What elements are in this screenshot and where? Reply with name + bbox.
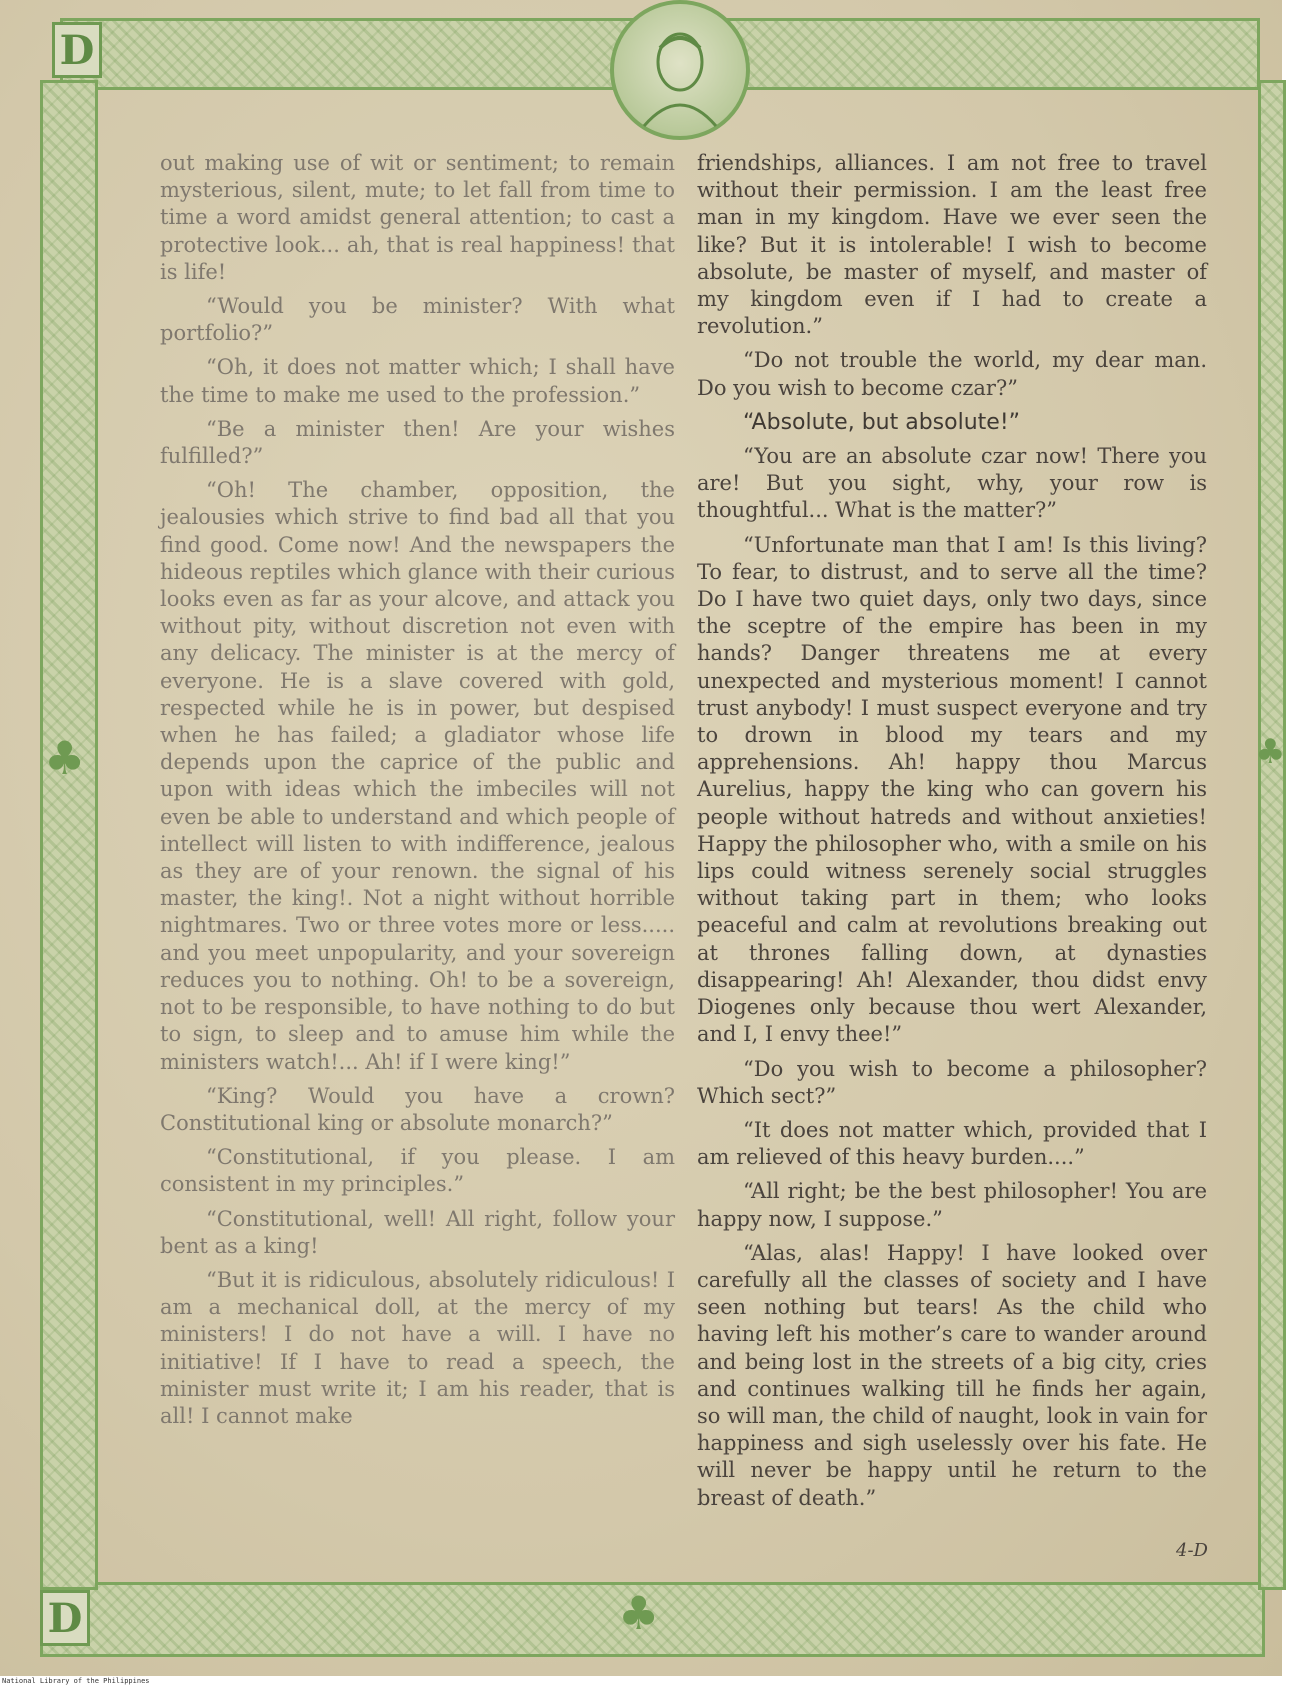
monogram-bottom: D bbox=[40, 1590, 90, 1646]
paragraph: “Absolute, but absolute!” bbox=[743, 409, 1021, 435]
footer-strip bbox=[0, 1676, 1291, 1688]
paragraph: out making use of wit or sentiment; to remain mysterious, silent, mute; to let fall from time to time a word amidst general attention; to cast a protective look... ah, that is real happiness! that is life! bbox=[160, 151, 675, 284]
shamrock-icon: ♣ bbox=[618, 1586, 660, 1640]
footer-credit: National Library of the Philippines bbox=[2, 1677, 150, 1685]
paragraph: “Would you be minister? With what portfolio?” bbox=[160, 294, 675, 346]
portrait-medallion bbox=[610, 0, 750, 140]
paragraph: “Be a minister then! Are your wishes fulfilled?” bbox=[160, 416, 675, 469]
paragraph: “Do you wish to become a philosopher? Which sect?” bbox=[697, 1056, 1207, 1108]
paragraph: “Constitutional, if you please. I am consistent in my principles.” bbox=[160, 1145, 675, 1197]
paragraph: “Oh, it does not matter which; I shall have the time to make me used to the profession.” bbox=[160, 355, 675, 407]
left-ornamental-border bbox=[40, 80, 98, 1590]
paragraph: “Do not trouble the world, my dear man. Do you wish to become czar?” bbox=[697, 348, 1207, 400]
paragraph: friendships, alliances. I am not free to travel without their permission. I am the least free man in my kingdom. Have we ever seen the like? But it is intolerable! I wish to become absolute, be master of myself, and master of my kingdom even if I had to create a revolution.” bbox=[697, 151, 1207, 339]
shamrock-icon: ♣ bbox=[1255, 732, 1286, 772]
paragraph: “You are an absolute czar now! There you are! But you sight, why, your row is thoughtful... What is the matter?” bbox=[697, 444, 1207, 523]
paragraph: “All right; be the best philosopher! You are happy now, I suppose.” bbox=[697, 1179, 1207, 1231]
paragraph: “It does not matter which, provided that I am relieved of this heavy burden....” bbox=[697, 1117, 1207, 1170]
paragraph: “Alas, alas! Happy! I have looked over carefully all the classes of society and I have seen nothing but tears! As the child who having left his mother’s care to wander around and being lost in the streets of a big city, cries and continues walking till he finds her again, so will man, the child of naught, look in vain for happiness and sigh uselessly over his fate. He will never be happy until he return to the breast of death.” bbox=[697, 1240, 1207, 1510]
paragraph: “Constitutional, well! All right, follow your bent as a king! bbox=[160, 1206, 675, 1258]
right-text-column bbox=[697, 150, 1207, 1519]
page-number: 4-D bbox=[1176, 1540, 1208, 1561]
portrait-icon bbox=[614, 4, 746, 136]
paragraph: “Oh! The chamber, opposition, the jealousies which strive to find bad all that you find good. Come now! And the newspapers the hideous reptiles which glance with their curious looks even as far as your alcove, and attack you without pity, without discretion not even with any delicacy. The minister is at the mercy of everyone. He is a slave covered with gold, respected while he is in power, but despised when he has failed; a gladiator whose life depends upon the caprice of the public and upon with ideas which the imbeciles will not even be able to understand and which people of intellect will listen to with indifference, jealous as they are of your renown. the signal of his master, the king!. Not a night without horrible nightmares. Two or three votes more or less..... and you meet unpopularity, and your sovereign reduces you to nothing. Oh! to be a sovereign, not to be responsible, to have nothing to do but to sign, to sleep and to amuse him while the ministers watch!... Ah! if I were king!” bbox=[160, 478, 675, 1074]
shamrock-icon: ♣ bbox=[44, 731, 86, 785]
left-text-column bbox=[160, 150, 675, 1437]
paragraph: “Unfortunate man that I am! Is this living? To fear, to distrust, and to serve all the time? Do I have two quiet days, only two days, since the sceptre of the empire has been in my hands? Danger threatens me at every unexpected and mysterious moment! I cannot trust anybody! I must suspect everyone and try to drown in blood my tears and my apprehensions. Ah! happy thou Marcus Aurelius, happy the king who can govern his people without hatreds and without anxieties! Happy the philosopher who, with a smile on his lips could witness serenely social struggles without taking part in them; who looks peaceful and calm at revolutions breaking out at thrones falling down, at dynasties disappearing! Ah! Alexander, thou didst envy Diogenes only because thou wert Alexander, and I, I envy thee!” bbox=[697, 532, 1207, 1047]
right-ornamental-border bbox=[1258, 80, 1286, 1590]
paragraph: “King? Would you have a crown? Constitutional king or absolute monarch?” bbox=[160, 1083, 675, 1135]
paragraph: “But it is ridiculous, absolutely ridiculous! I am a mechanical doll, at the mercy of my ministers! I do not have a will. I have no initiative! If I have to read a speech, the minister must write it; I am his reader, that is all! I cannot make bbox=[160, 1267, 675, 1428]
monogram-top: D bbox=[52, 22, 102, 78]
